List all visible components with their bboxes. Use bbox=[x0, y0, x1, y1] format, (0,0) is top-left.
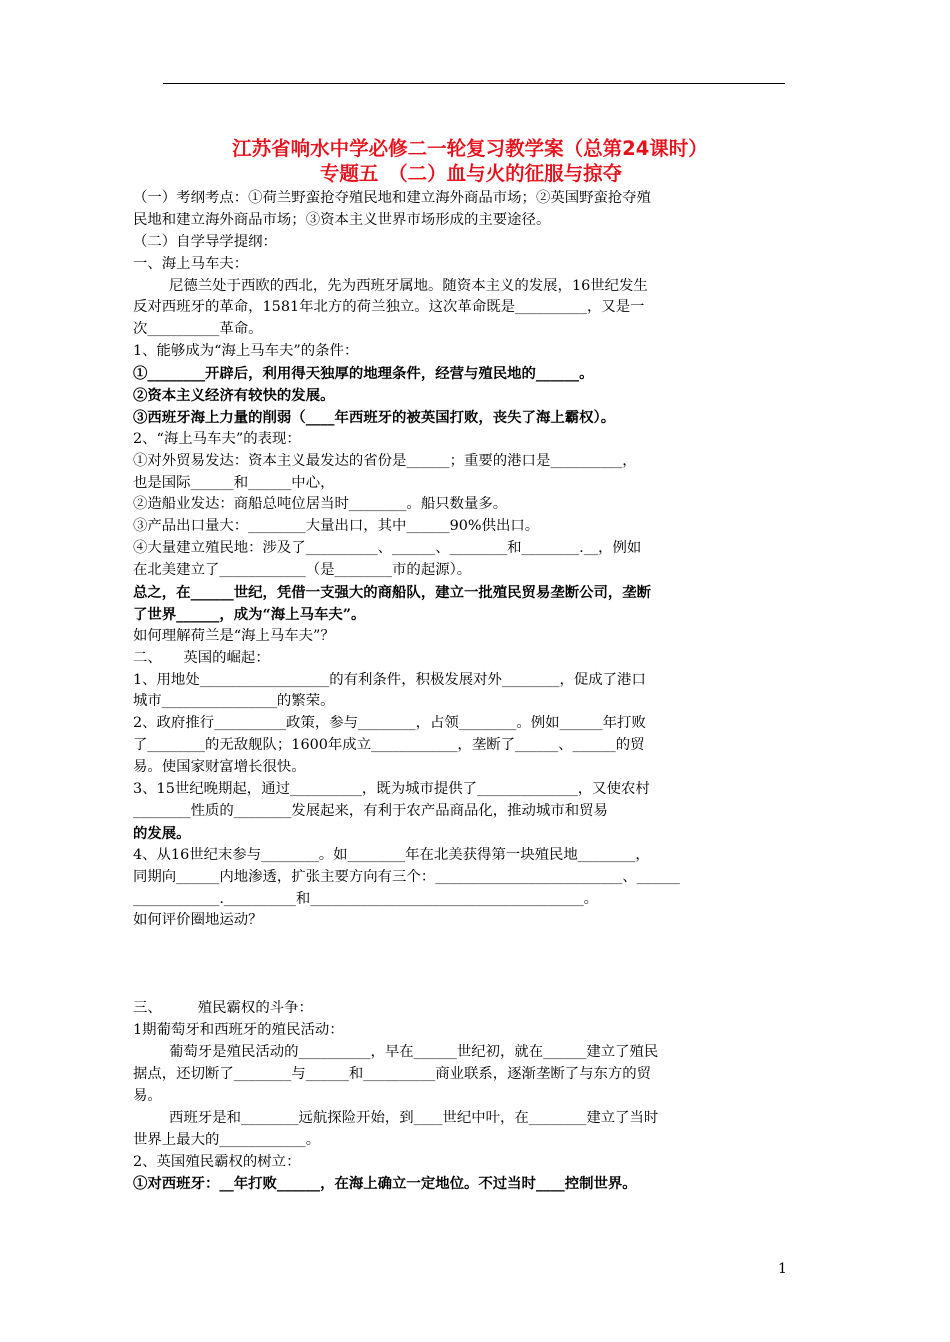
text-line: 的发展。 bbox=[133, 824, 191, 842]
text-line: （一）考纲考点：①荷兰野蛮抢夺殖民地和建立海外商品市场；②英国野蛮抢夺殖 bbox=[133, 190, 652, 206]
text-line: ②资本主义经济有较快的发展。 bbox=[133, 387, 335, 405]
question-line: 如何评价圈地运动？ bbox=[133, 912, 263, 929]
text-line: ①对西班牙：__年打败______，在海上确立一定地位。不过当时____控制世界。 bbox=[133, 1175, 637, 1193]
section-heading: 三、 殖民霸权的斗争： bbox=[133, 1000, 313, 1017]
text-line: 总之，在______世纪，凭借一支强大的商船队，建立一批殖民贸易垄断公司，垄断 bbox=[133, 584, 652, 602]
section-heading: 二、 英国的崛起： bbox=[133, 649, 270, 666]
text-line: 4、从16世纪末参与________。如________年在北美获得第一块殖民地________， bbox=[133, 846, 650, 863]
text-line: 同期向______内地渗透，扩张主要方向有三个：__________________________、______ bbox=[133, 868, 680, 885]
text-line: ________性质的________发展起来，有利于农产品商品化，推动城市和贸易 bbox=[133, 802, 608, 819]
text-line: 西班牙是和________远航探险开始，到____世纪中叶，在________建立了当时 bbox=[169, 1109, 659, 1126]
text-line: 了世界______，成为“海上马车夫”。 bbox=[133, 605, 366, 623]
text-line: 了________的无敌舰队；1600年成立____________，垄断了______、______的贸 bbox=[133, 737, 645, 754]
answer-space bbox=[133, 932, 823, 998]
text-line: 民地和建立海外商品市场；③资本主义世界市场形成的主要途径。 bbox=[133, 211, 551, 228]
text-line: ②造船业发达：商船总吨位居当时________。船只数量多。 bbox=[133, 496, 508, 513]
text-line: 1、能够成为“海上马车夫”的条件： bbox=[133, 343, 359, 360]
page-number: 1 bbox=[778, 1261, 787, 1277]
text-line: ①________开辟后，利用得天独厚的地理条件，经营与殖民地的______。 bbox=[133, 365, 594, 383]
text-line: 据点，还切断了________与______和__________商业联系，逐渐垄断了与东方的贸 bbox=[133, 1065, 652, 1082]
text-line: ④大量建立殖民地：涉及了__________、______、________和________.__，例如 bbox=[133, 540, 642, 557]
text-line: 1、用地处__________________的有利条件，积极发展对外________，促成了港口 bbox=[133, 671, 646, 688]
text-line: 世界上最大的____________。 bbox=[133, 1131, 321, 1148]
text-line: 2、政府推行__________政策，参与________，占领________。例如______年打败 bbox=[133, 715, 646, 732]
text-line: 也是国际______和______中心， bbox=[133, 474, 335, 491]
text-line: 次__________革命。 bbox=[133, 321, 263, 338]
document-title: 江苏省响水中学必修二一轮复习教学案（总第24课时） bbox=[232, 137, 708, 160]
text-line: 反对西班牙的革命，1581年北方的荷兰独立。这次革命既是__________，又是一 bbox=[133, 299, 645, 316]
text-line: 3、15世纪晚期起，通过__________，既为城市提供了______________，又使农村 bbox=[133, 781, 650, 798]
text-line: 1期葡萄牙和西班牙的殖民活动： bbox=[133, 1022, 344, 1039]
text-line: 易。 bbox=[133, 1087, 162, 1104]
text-line: ①对外贸易发达：资本主义最发达的省份是______；重要的港口是__________， bbox=[133, 452, 637, 469]
text-line: ③产品出口量大：________大量出口，其中______90%供出口。 bbox=[133, 518, 540, 535]
text-line: 城市________________的繁荣。 bbox=[133, 693, 335, 710]
document-subtitle: 专题五 （二）血与火的征服与掠夺 bbox=[319, 162, 623, 185]
text-line: 葡萄牙是殖民活动的__________，早在______世纪初，就在______建立了殖民 bbox=[169, 1044, 659, 1061]
text-line: 尼德兰处于西欧的西北，先为西班牙属地。随资本主义的发展，16世纪发生 bbox=[169, 277, 648, 294]
text-line: 易。使国家财富增长很快。 bbox=[133, 759, 306, 776]
text-line: ____________.__________和______________________________________。 bbox=[133, 890, 599, 907]
document-body bbox=[133, 188, 823, 1195]
text-line: （二）自学导学提纲： bbox=[133, 233, 277, 250]
question-line: 如何理解荷兰是“海上马车夫”？ bbox=[133, 627, 335, 644]
text-line: ③西班牙海上力量的削弱（____年西班牙的被英国打败，丧失了海上霸权）。 bbox=[133, 408, 616, 426]
text-line: 2、“海上马车夫”的表现： bbox=[133, 430, 301, 447]
text-line: 在北美建立了____________（是________市的起源）。 bbox=[133, 562, 472, 579]
section-heading: 一、海上马车夫： bbox=[133, 255, 249, 272]
header-rule bbox=[163, 83, 785, 84]
text-line: 2、英国殖民霸权的树立： bbox=[133, 1153, 301, 1170]
